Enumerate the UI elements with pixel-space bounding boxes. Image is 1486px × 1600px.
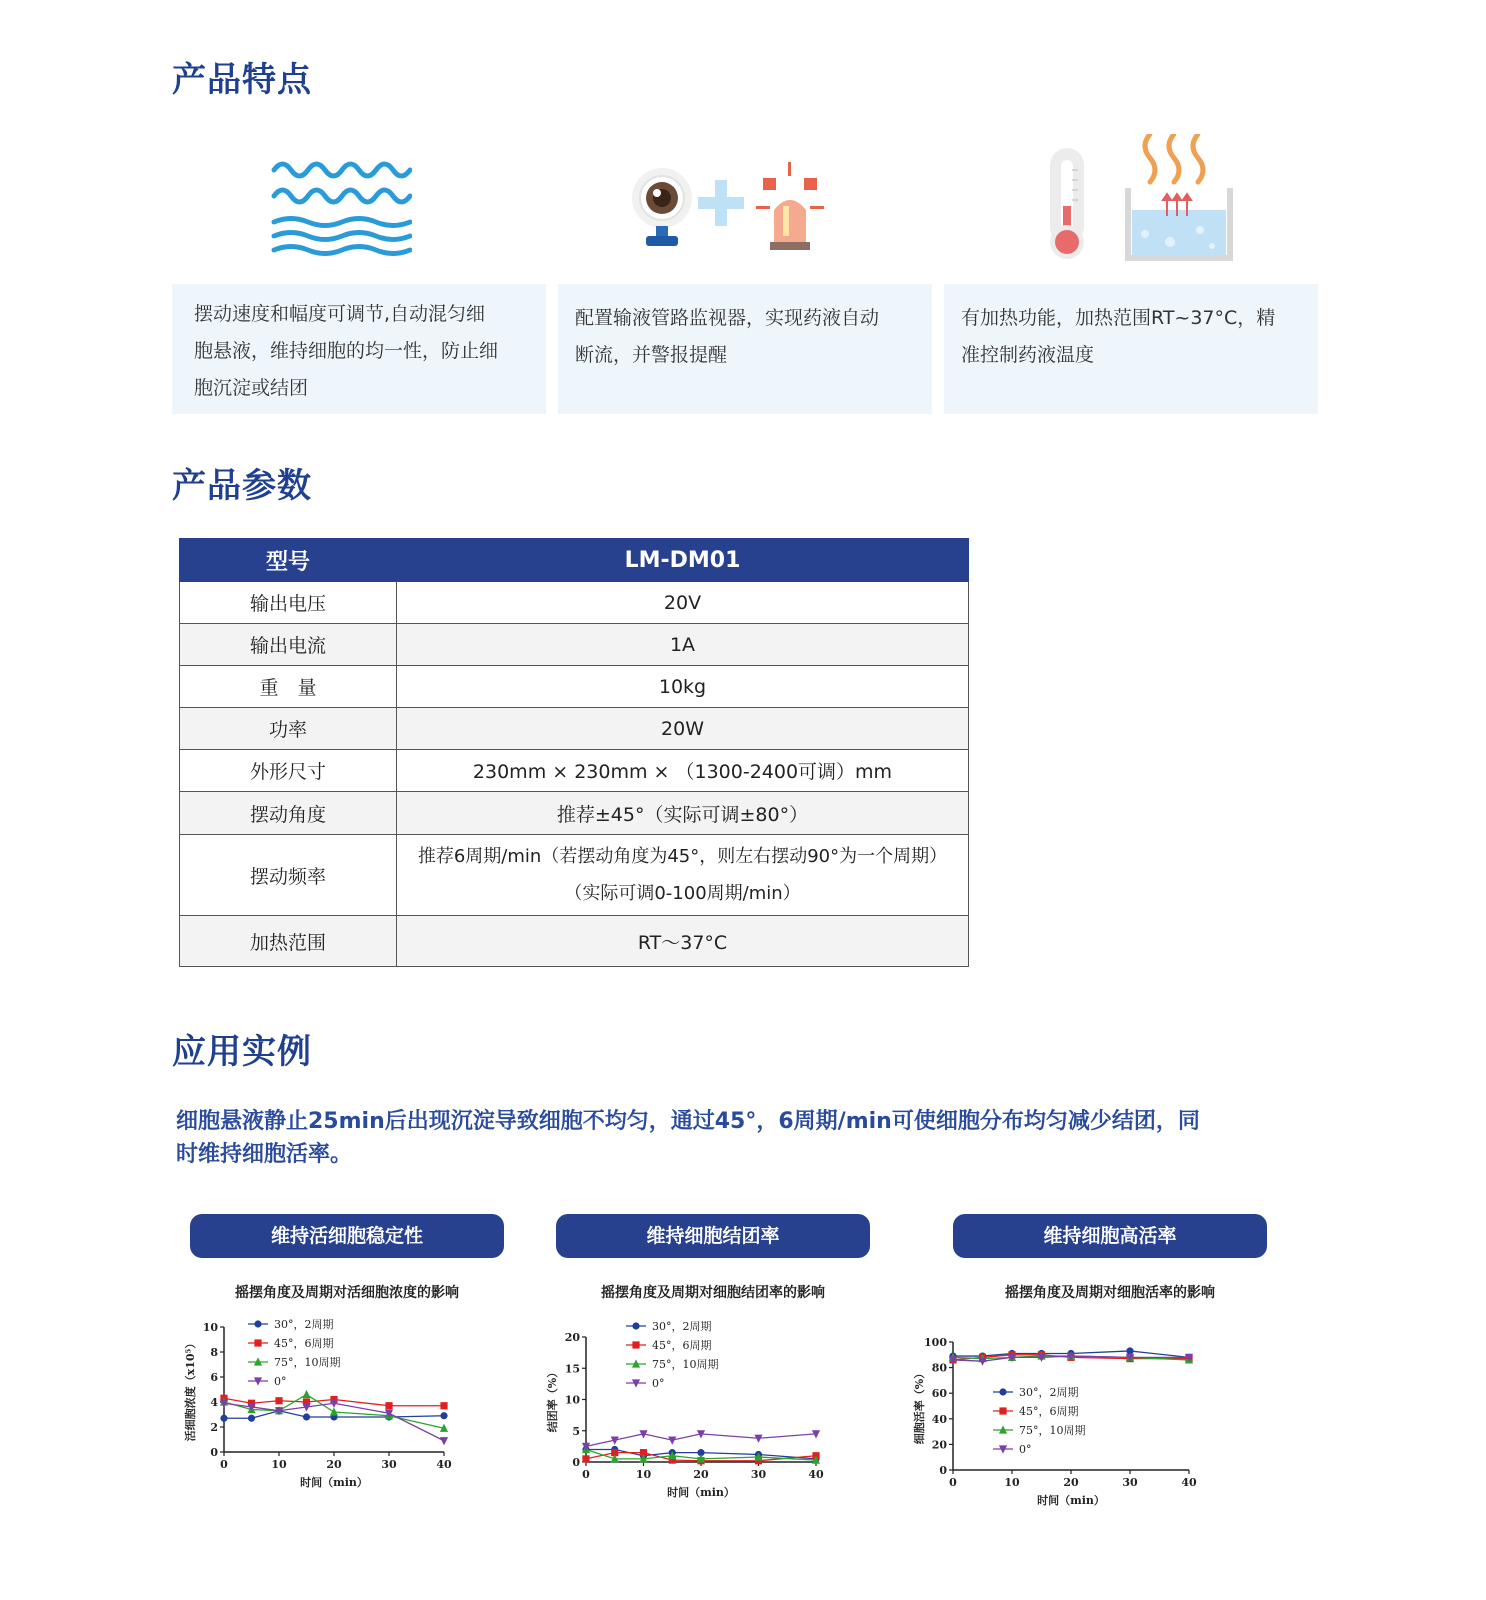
feature-text: 胞悬液，维持细胞的均一性，防止细 <box>194 340 499 362</box>
pill-label: 维持细胞结团率 <box>556 1214 870 1258</box>
param-label: 功率 <box>180 708 397 750</box>
legend-label: 75°，10周期 <box>652 1358 719 1371</box>
chart-viable-cell-concentration <box>180 1310 480 1500</box>
param-value: 230mm × 230mm × （1300-2400可调）mm <box>397 750 969 792</box>
data-point <box>254 1320 261 1327</box>
data-point <box>632 1322 639 1329</box>
param-label: 外形尺寸 <box>180 750 397 792</box>
data-point <box>440 1437 448 1445</box>
y-tick-label: 60 <box>931 1387 947 1401</box>
description-line: 细胞悬液静止25min后出现沉淀导致细胞不均匀，通过45°，6周期/min可使细胞分布均匀减少结团，同 <box>176 1109 1200 1134</box>
y-tick-label: 20 <box>564 1331 580 1344</box>
application-description <box>176 1105 1296 1171</box>
feature-card-3 <box>944 284 1318 414</box>
params-table <box>179 538 969 967</box>
pill-label: 维持细胞高活率 <box>953 1214 1267 1258</box>
data-point <box>254 1339 261 1346</box>
y-tick-label: 4 <box>210 1396 218 1409</box>
monitor-alarm-icon <box>632 162 842 254</box>
legend-label: 75°，10周期 <box>1019 1424 1086 1437</box>
table-header-cell: 型号 <box>180 539 397 582</box>
chart-title: 摇摆角度及周期对细胞活率的影响 <box>1005 1285 1215 1301</box>
feature-card-2 <box>558 284 932 414</box>
y-tick-label: 0 <box>210 1446 218 1459</box>
x-tick-label: 0 <box>949 1476 957 1489</box>
param-label: 摆动角度 <box>180 792 397 835</box>
param-value-line: 推荐6周期/min（若摆动角度为45°，则左右摆动90°为一个周期） <box>417 846 948 867</box>
x-tick-label: 30 <box>750 1468 767 1481</box>
data-point <box>999 1388 1006 1395</box>
table-row <box>180 582 969 624</box>
data-point <box>999 1407 1006 1414</box>
legend-label: 30°，2周期 <box>1019 1386 1079 1399</box>
feature-text: 有加热功能，加热范围RT~37°C，精 <box>961 307 1276 329</box>
y-axis-label: 细胞活率（%） <box>913 1367 926 1445</box>
data-point <box>330 1407 338 1415</box>
data-point <box>248 1415 255 1422</box>
data-point <box>303 1413 310 1420</box>
data-point <box>582 1455 589 1462</box>
param-value: 10kg <box>397 666 969 708</box>
table-row <box>180 708 969 750</box>
y-tick-label: 100 <box>924 1336 947 1349</box>
x-axis-label: 时间（min） <box>667 1486 735 1499</box>
table-row <box>180 750 969 792</box>
data-point <box>302 1390 310 1398</box>
y-tick-label: 0 <box>939 1464 947 1477</box>
feature-text: 准控制药液温度 <box>961 344 1095 366</box>
x-tick-label: 40 <box>808 1468 824 1481</box>
x-tick-label: 0 <box>582 1468 590 1481</box>
table-row <box>180 916 969 967</box>
x-tick-label: 10 <box>271 1458 287 1471</box>
y-tick-label: 6 <box>210 1371 218 1384</box>
description-line: 时维持细胞活率。 <box>176 1142 353 1167</box>
legend-label: 75°，10周期 <box>274 1356 341 1369</box>
param-value: 20V <box>397 582 969 624</box>
y-tick-label: 40 <box>931 1412 947 1426</box>
data-point <box>668 1437 676 1445</box>
x-axis-label: 时间（min） <box>300 1476 368 1489</box>
param-label: 输出电压 <box>180 582 397 624</box>
chart-aggregation-rate <box>546 1310 856 1510</box>
chart-viability-rate <box>913 1315 1245 1515</box>
legend-label: 30°，2周期 <box>274 1318 334 1331</box>
x-tick-label: 20 <box>1063 1476 1079 1489</box>
feature-text: 胞沉淀或结团 <box>194 377 309 399</box>
x-tick-label: 10 <box>1004 1476 1020 1489</box>
application-title: 应用实例 <box>172 1032 312 1072</box>
waves-icon <box>270 158 412 256</box>
param-value: 推荐±45°（实际可调±80°） <box>397 792 969 835</box>
y-tick-label: 15 <box>564 1362 580 1376</box>
x-tick-label: 0 <box>220 1458 228 1471</box>
legend-label: 45°，6周期 <box>1019 1405 1079 1418</box>
y-tick-label: 2 <box>210 1421 218 1434</box>
data-point <box>440 1402 447 1409</box>
x-tick-label: 40 <box>1181 1476 1197 1489</box>
y-tick-label: 10 <box>564 1393 580 1407</box>
y-tick-label: 0 <box>572 1456 580 1469</box>
table-header-cell: LM-DM01 <box>397 539 969 582</box>
y-tick-label: 5 <box>572 1424 580 1438</box>
table-row <box>180 835 969 916</box>
feature-text: 断流，并警报提醒 <box>575 344 728 366</box>
param-label: 加热范围 <box>180 916 397 967</box>
y-axis-label: 结团率（%） <box>546 1366 559 1433</box>
table-row <box>180 792 969 835</box>
x-tick-label: 20 <box>326 1458 342 1471</box>
feature-card-1 <box>172 284 546 414</box>
y-axis-label: 活细胞浓度（x10⁵） <box>184 1337 197 1442</box>
chart-title: 摇摆角度及周期对活细胞浓度的影响 <box>235 1285 459 1301</box>
legend-label: 45°，6周期 <box>274 1337 334 1350</box>
y-tick-label: 20 <box>931 1438 947 1452</box>
pill-label: 维持活细胞稳定性 <box>190 1214 504 1258</box>
param-label: 摆动频率 <box>180 835 397 916</box>
x-tick-label: 20 <box>693 1468 709 1481</box>
param-value: 20W <box>397 708 969 750</box>
feature-text: 配置输液管路监视器，实现药液自动 <box>575 307 880 329</box>
x-tick-label: 30 <box>1122 1476 1138 1489</box>
data-point <box>754 1435 762 1443</box>
x-axis-label: 时间（min） <box>1037 1494 1105 1507</box>
param-value-line: （实际可调0-100周期/min） <box>564 883 801 904</box>
legend-label: 45°，6周期 <box>652 1339 712 1352</box>
legend-label: 0° <box>1019 1443 1032 1456</box>
data-point <box>385 1402 392 1409</box>
table-row <box>180 624 969 666</box>
heating-icon <box>1050 134 1240 262</box>
data-point <box>440 1412 447 1419</box>
data-point <box>275 1397 282 1404</box>
features-title: 产品特点 <box>172 60 312 100</box>
data-point <box>220 1415 227 1422</box>
legend-label: 0° <box>274 1375 287 1388</box>
params-title: 产品参数 <box>172 466 312 506</box>
param-value <box>397 835 969 916</box>
x-tick-label: 30 <box>381 1458 397 1471</box>
x-tick-label: 40 <box>436 1458 452 1471</box>
x-tick-label: 10 <box>635 1468 652 1481</box>
table-header-row <box>180 539 969 582</box>
param-label: 输出电流 <box>180 624 397 666</box>
legend-label: 30°，2周期 <box>652 1320 712 1333</box>
param-value: RT～37°C <box>397 916 969 967</box>
legend-label: 0° <box>652 1377 665 1390</box>
table-row <box>180 666 969 708</box>
feature-text: 摆动速度和幅度可调节,自动混匀细 <box>194 303 486 325</box>
y-tick-label: 8 <box>210 1346 218 1359</box>
chart-title: 摇摆角度及周期对细胞结团率的影响 <box>601 1285 825 1301</box>
y-tick-label: 10 <box>202 1321 218 1334</box>
data-point <box>632 1341 639 1348</box>
y-tick-label: 80 <box>931 1361 947 1375</box>
param-label: 重 量 <box>180 666 397 708</box>
param-value: 1A <box>397 624 969 666</box>
